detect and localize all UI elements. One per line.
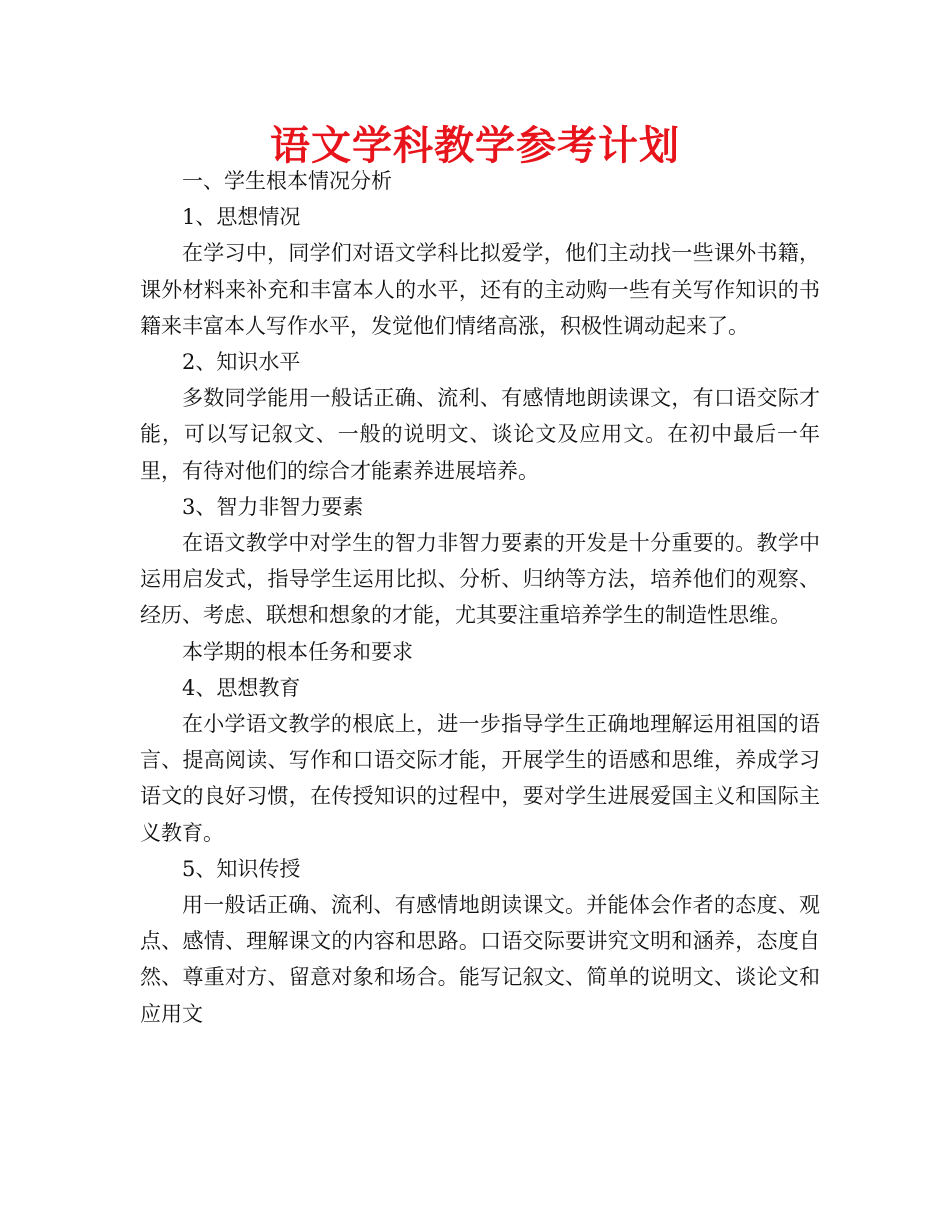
subsection-heading: 1、思想情况 <box>182 205 301 230</box>
subsection-heading: 5、知识传授 <box>182 856 301 881</box>
subsection-heading: 2、知识水平 <box>182 350 301 375</box>
body-paragraph: 在学习中，同学们对语文学科比拟爱学，他们主动找一些课外书籍，课外材料来补充和丰富本人的水平，还有的主动购一些有关写作知识的书籍来丰富本人写作水平，发觉他们情绪高涨，积极性调动起来了。 <box>140 241 820 338</box>
body-paragraph: 在语文教学中对学生的智力非智力要素的开发是十分重要的。教学中运用启发式，指导学生运用比拟、分析、归纳等方法，培养他们的观察、经历、考虑、联想和想象的才能，尤其要注重培养学生的制造性思维。 <box>140 531 820 628</box>
subsection-heading: 4、思想教育 <box>182 675 301 700</box>
section-heading: 本学期的根本任务和要求 <box>182 639 413 664</box>
body-paragraph: 在小学语文教学的根底上，进一步指导学生正确地理解运用祖国的语言、提高阅读、写作和口语交际才能，开展学生的语感和思维，养成学习语文的良好习惯，在传授知识的过程中，要对学生进展爱国主义和国际主义教育。 <box>140 712 820 845</box>
body-paragraph: 多数同学能用一般话正确、流利、有感情地朗读课文，有口语交际才能，可以写记叙文、一般的说明文、谈论文及应用文。在初中最后一年里，有待对他们的综合才能素养进展培养。 <box>140 386 820 483</box>
subsection-heading: 3、智力非智力要素 <box>182 494 364 519</box>
document-title: 语文学科教学参考计划 <box>270 123 680 169</box>
body-paragraph: 用一般话正确、流利、有感情地朗读课文。并能体会作者的态度、观点、感情、理解课文的内容和思路。口语交际要讲究文明和涵养，态度自然、尊重对方、留意对象和场合。能写记叙文、简单的说明文、谈论文和应用文 <box>140 893 820 1026</box>
document-body <box>140 163 820 1032</box>
section-heading: 一、学生根本情况分析 <box>182 169 392 193</box>
